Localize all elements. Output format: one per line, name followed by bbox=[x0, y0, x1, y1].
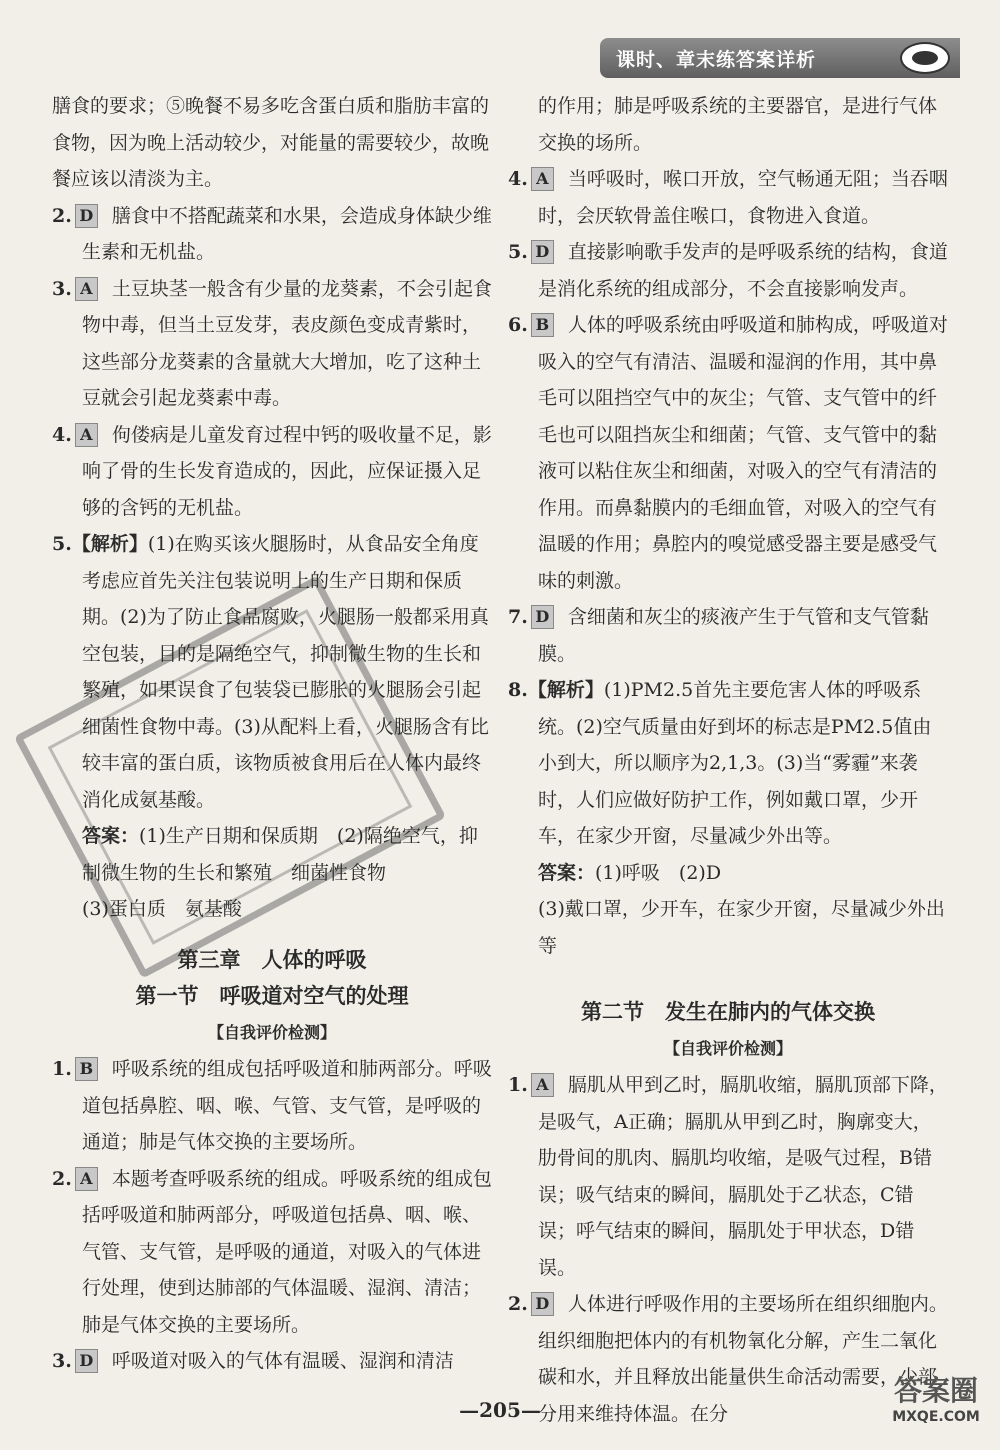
explanation-text: 含细菌和灰尘的痰液产生于气管和支气管黏膜。 bbox=[538, 606, 929, 665]
answer-text: (1)生产日期和保质期 (2)隔绝空气，抑制微生物的生长和繁殖 细菌性食物 bbox=[82, 825, 478, 884]
answer-choice-box: A bbox=[531, 167, 554, 191]
answer-choice-box: A bbox=[75, 277, 98, 301]
question-number: 2. bbox=[52, 204, 72, 227]
subsection-title: 【自我评价检测】 bbox=[663, 1038, 792, 1058]
question-number: 4. bbox=[508, 168, 528, 190]
explanation-text: 佝偻病是儿童发育过程中钙的吸收量不足，影响了骨的生长发育造成的，因此，应保证摄入足够的含钙的无机盐。 bbox=[82, 423, 492, 519]
answer-item bbox=[508, 161, 948, 234]
answer-choice-box: A bbox=[531, 1073, 554, 1097]
explanation-text: 呼吸系统的组成包括呼吸道和肺两部分。呼吸道包括鼻腔、咽、喉、气管、支气管，是呼吸的通道；肺是气体交换的主要场所。 bbox=[82, 1058, 492, 1153]
left-column bbox=[52, 88, 492, 1380]
answer-item bbox=[52, 1051, 492, 1161]
right-answer-list-a bbox=[508, 161, 948, 672]
chapter-title: 第三章 人体的呼吸 bbox=[177, 946, 367, 972]
question-number: 8. bbox=[508, 679, 528, 701]
question-number: 5. bbox=[52, 533, 72, 555]
section-title: 第二节 发生在肺内的气体交换 bbox=[581, 999, 875, 1024]
answer-choice-box: B bbox=[531, 313, 554, 337]
answer-choice-box: D bbox=[75, 204, 98, 228]
analysis-label: 【解析】 bbox=[71, 533, 148, 555]
answer-item bbox=[52, 1343, 492, 1380]
left-intro: 膳食的要求；⑤晚餐不易多吃含蛋白质和脂肪丰富的食物，因为晚上活动较少，对能量的需要较少，故晚餐应该以清淡为主。 bbox=[52, 95, 490, 190]
question-8 bbox=[508, 672, 948, 855]
answer-line bbox=[508, 855, 948, 892]
question-number: 6. bbox=[508, 314, 528, 336]
answer-choice-box: B bbox=[75, 1057, 98, 1081]
answer-item bbox=[52, 271, 492, 417]
watermark-en: MXQE.COM bbox=[892, 1409, 980, 1425]
answer-item bbox=[52, 417, 492, 527]
explanation-text: 本题考查呼吸系统的组成。呼吸系统的组成包括呼吸道和肺两部分，呼吸道包括鼻、咽、喉、气管、支气管，是呼吸的通道，对吸入的气体进行处理，使到达肺部的气体温暖、湿润、清洁；肺是气体交换的主要场所。 bbox=[82, 1167, 492, 1336]
question-number: 1. bbox=[52, 1058, 72, 1080]
watermark-cn: 答案圈 bbox=[893, 1374, 978, 1407]
answer-item bbox=[52, 198, 492, 271]
answer-choice-box: A bbox=[75, 1167, 98, 1191]
analysis-text: (1)PM2.5首先主要危害人体的呼吸系统。(2)空气质量由好到坏的标志是PM2.5值由小到大，所以顺序为2,1,3。(3)当“雾霾”来袭时，人们应做好防护工作，例如戴口罩，少开车，在家少开窗，尽量减少外出等。 bbox=[538, 679, 932, 847]
answer-item bbox=[508, 1067, 948, 1286]
left-answer-list-a bbox=[52, 198, 492, 527]
brand-logo-icon bbox=[900, 42, 950, 74]
right-intro: 的作用；肺是呼吸系统的主要器官，是进行气体交换的场所。 bbox=[538, 95, 938, 154]
explanation-text: 人体的呼吸系统由呼吸道和肺构成，呼吸道对吸入的空气有清洁、温暖和湿润的作用，其中鼻毛可以阻挡空气中的灰尘；气管、支气管中的纤毛也可以阻挡灰尘和细菌；气管、支气管中的黏液可以粘住灰尘和细菌，对吸入的空气有清洁的作用。而鼻黏膜内的毛细血管，对吸入的空气有温暖的作用；鼻腔内的嗅觉感受器主要是感受气味的刺激。 bbox=[538, 314, 948, 592]
analysis-text: (1)在购买该火腿肠时，从食品安全角度考虑应首先关注包装说明上的生产日期和保质期。(2)为了防止食品腐败，火腿肠一般都采用真空包装，目的是隔绝空气，抑制微生物的生长和繁殖，如果误食了包装袋已膨胀的火腿肠会引起细菌性食物中毒。(3)从配料上看，火腿肠含有比较丰富的蛋白质，该物质被食用后在人体内最终消化成氨基酸。 bbox=[82, 533, 489, 811]
answer-item bbox=[52, 1161, 492, 1344]
question-5 bbox=[52, 526, 492, 818]
question-number: 3. bbox=[52, 277, 72, 300]
question-number: 2. bbox=[52, 1167, 72, 1190]
question-number: 1. bbox=[508, 1074, 528, 1096]
answer-text: (1)呼吸 (2)D bbox=[595, 861, 722, 884]
header-title: 课时、章末练答案详析 bbox=[616, 49, 817, 71]
right-column bbox=[508, 88, 948, 1432]
answer-choice-box: D bbox=[531, 605, 554, 629]
page-header bbox=[600, 38, 960, 78]
answer-line-2: (3)戴口罩，少开车，在家少开窗，尽量减少外出等 bbox=[538, 898, 945, 957]
answer-item bbox=[508, 307, 948, 599]
question-number: 2. bbox=[508, 1293, 528, 1315]
site-watermark bbox=[886, 1374, 986, 1436]
subsection-title: 【自我评价检测】 bbox=[207, 1022, 336, 1042]
explanation-text: 当呼吸时，喉口开放，空气畅通无阻；当吞咽时，会厌软骨盖住喉口，食物进入食道。 bbox=[538, 168, 948, 227]
explanation-text: 人体进行呼吸作用的主要场所在组织细胞内。组织细胞把体内的有机物氧化分解，产生二氧化碳和水，并且释放出能量供生命活动需要，少部分用来维持体温。在分 bbox=[538, 1293, 948, 1425]
answer-choice-box: D bbox=[531, 240, 554, 264]
answer-item bbox=[508, 599, 948, 672]
explanation-text: 呼吸道对吸入的气体有温暖、湿润和清洁 bbox=[111, 1350, 454, 1372]
analysis-label: 【解析】 bbox=[527, 679, 604, 701]
answer-line-2: (3)蛋白质 氨基酸 bbox=[82, 898, 242, 920]
question-number: 5. bbox=[508, 241, 528, 263]
question-number: 3. bbox=[52, 1350, 72, 1372]
answer-choice-box: D bbox=[75, 1349, 98, 1373]
section-title: 第一节 呼吸道对空气的处理 bbox=[135, 983, 409, 1008]
answer-label: 答案： bbox=[82, 825, 140, 847]
explanation-text: 膈肌从甲到乙时，膈肌收缩，膈肌顶部下降，是吸气，A正确；膈肌从甲到乙时，胸廓变大，肋骨间的肌肉、膈肌均收缩，是吸气过程，B错误；吸气结束的瞬间，膈肌处于乙状态，C错误；呼气结束的瞬间，膈肌处于甲状态，D错误。 bbox=[538, 1074, 948, 1279]
question-number: 7. bbox=[508, 606, 528, 628]
explanation-text: 膳食中不搭配蔬菜和水果，会造成身体缺少维生素和无机盐。 bbox=[82, 204, 492, 263]
question-number: 4. bbox=[52, 423, 72, 446]
answer-line bbox=[52, 818, 492, 891]
answer-label: 答案： bbox=[538, 861, 596, 884]
left-answer-list-b bbox=[52, 1051, 492, 1380]
explanation-text: 直接影响歌手发声的是呼吸系统的结构，食道是消化系统的组成部分，不会直接影响发声。 bbox=[538, 241, 948, 300]
right-answer-list-b bbox=[508, 1067, 948, 1432]
answer-choice-box: D bbox=[531, 1292, 554, 1316]
page-number: —205— bbox=[459, 1398, 541, 1422]
answer-item bbox=[508, 234, 948, 307]
answer-choice-box: A bbox=[75, 423, 98, 447]
explanation-text: 土豆块茎一般含有少量的龙葵素，不会引起食物中毒，但当土豆发芽，表皮颜色变成青紫时，这些部分龙葵素的含量就大大增加，吃了这种土豆就会引起龙葵素中毒。 bbox=[82, 277, 492, 409]
